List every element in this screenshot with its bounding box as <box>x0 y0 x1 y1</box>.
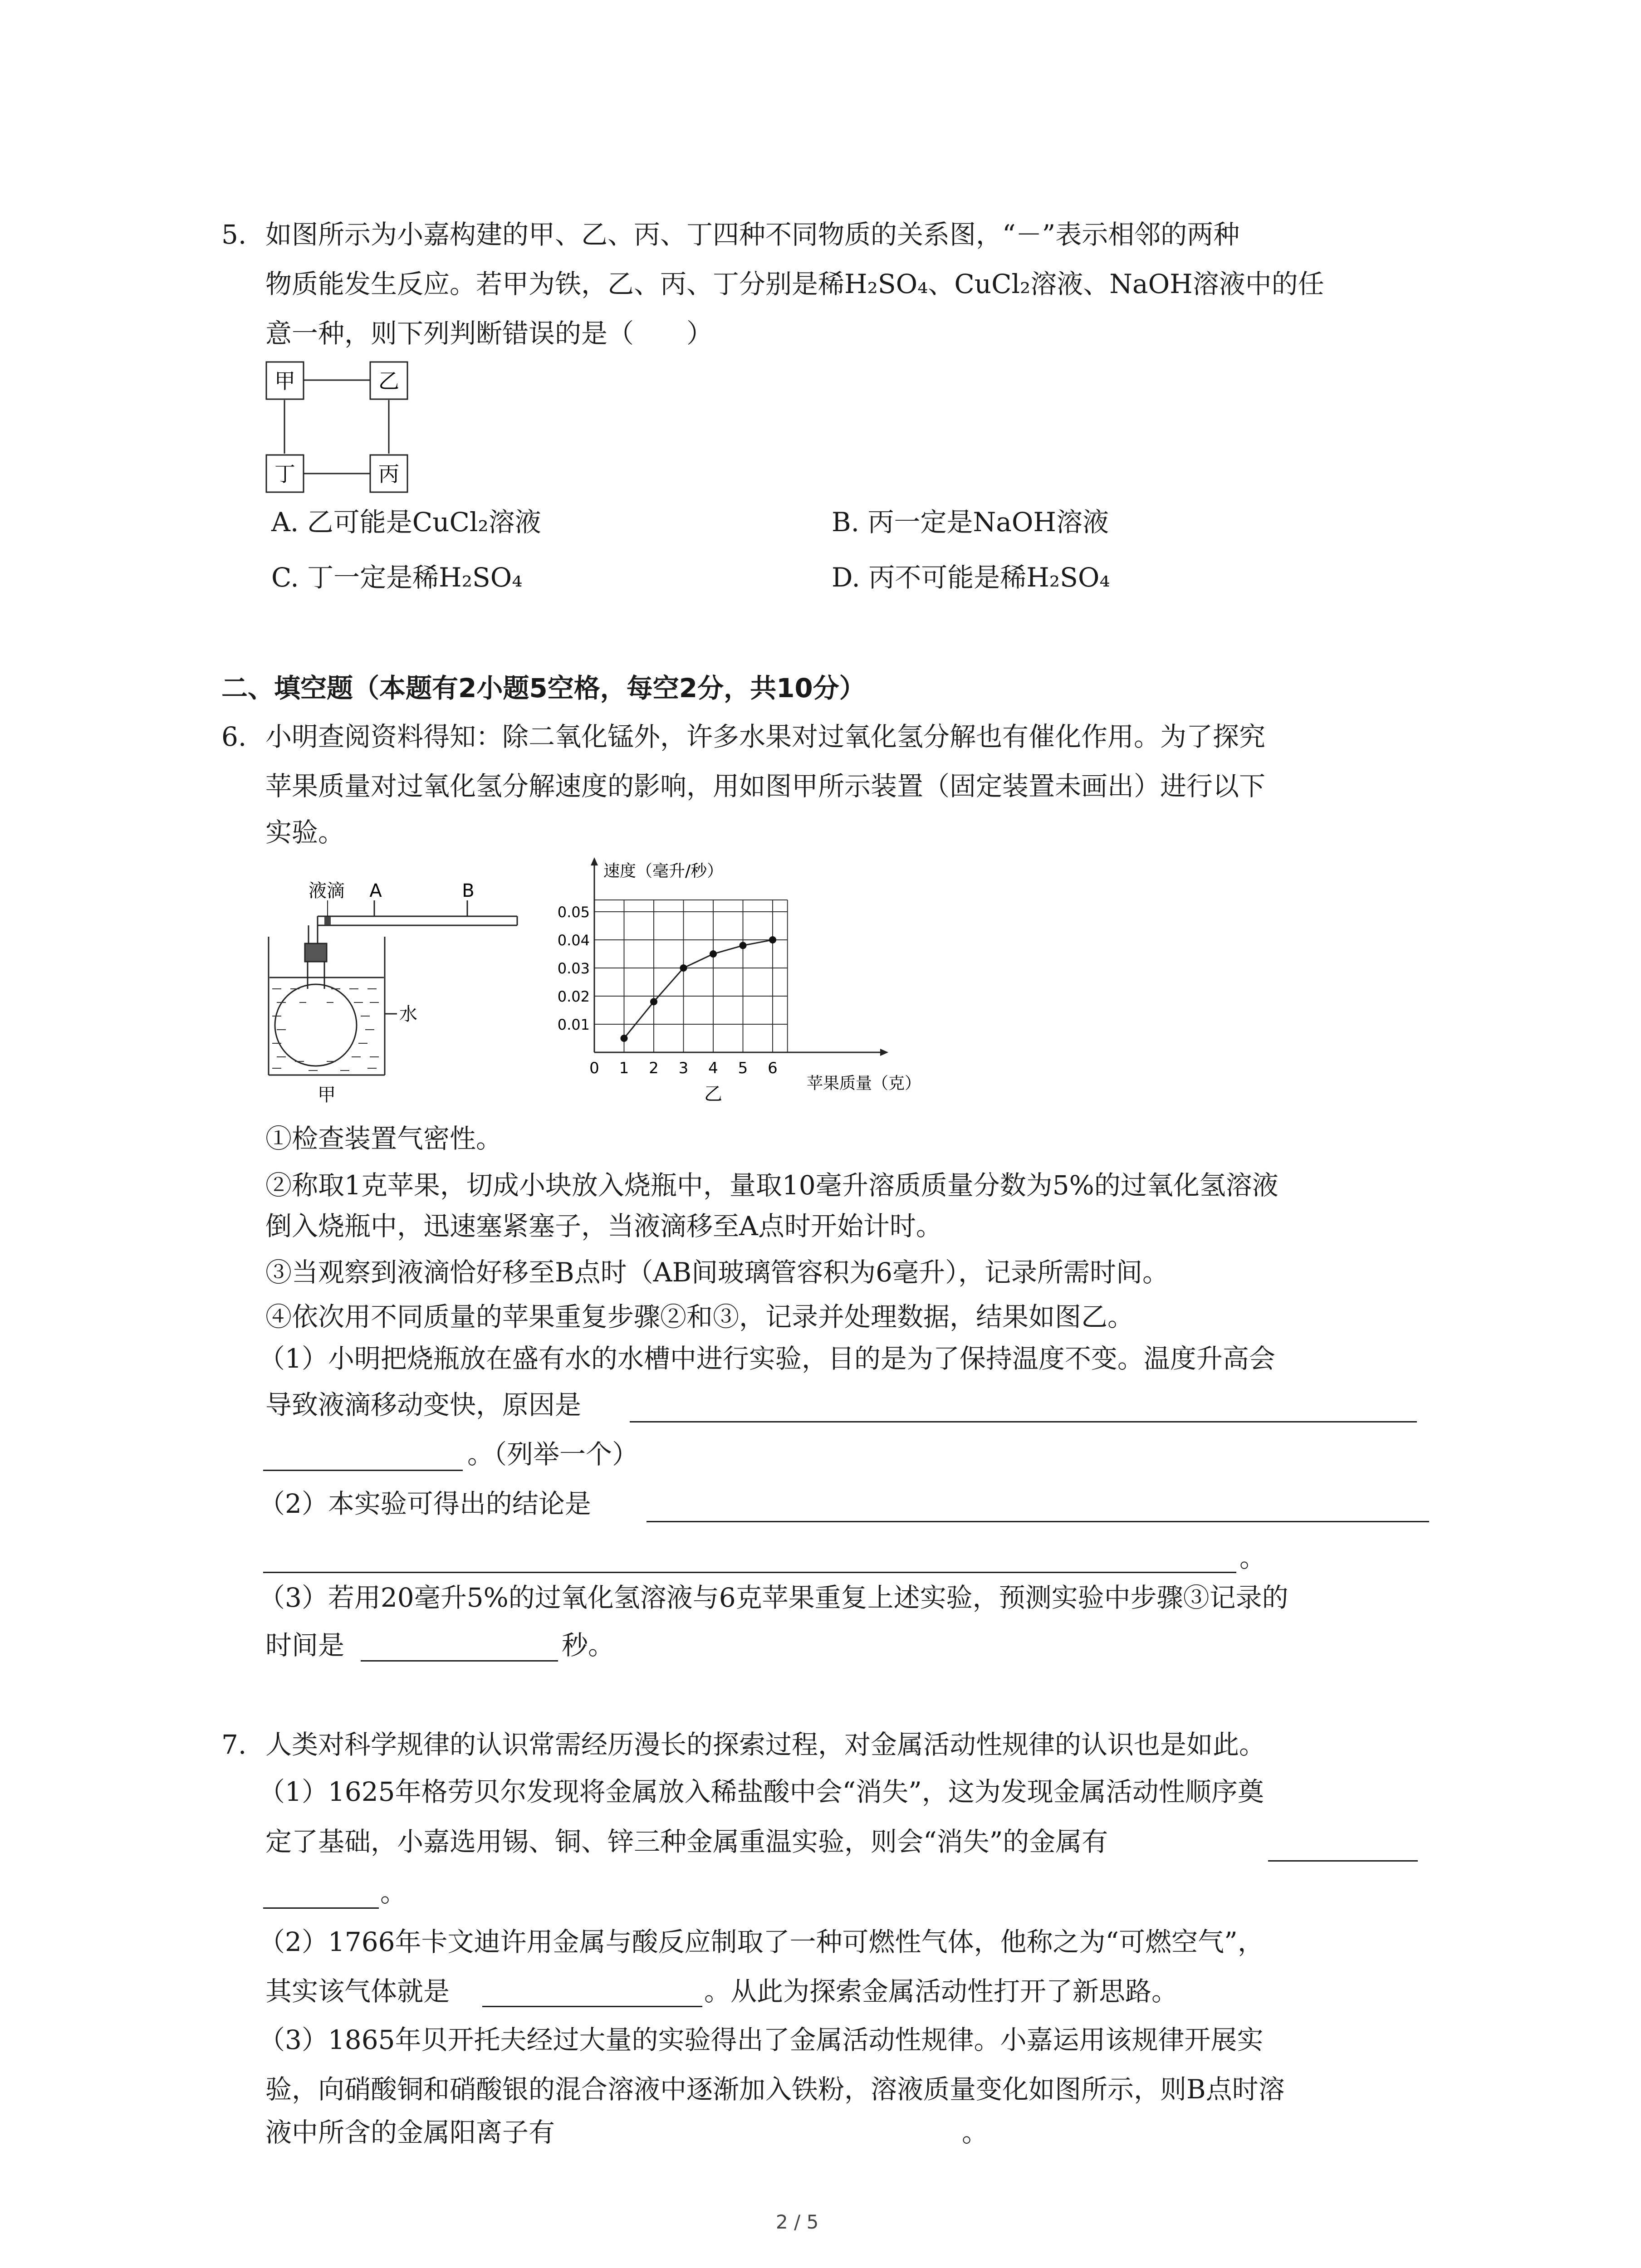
chart-xlabel: 苹果质量（克） <box>807 1074 921 1093</box>
data-point <box>769 936 776 943</box>
q7-sub2c: 。从此为探索金属活动性打开了新思路。 <box>704 1976 1178 2007</box>
q7-sub3a: （3）1865年贝开托夫经过大量的实验得出了金属活动性规律。小嘉运用该规律开展实 <box>259 2024 1264 2055</box>
q6-step4: ④依次用不同质量的苹果重复步骤②和③，记录并处理数据，结果如图乙。 <box>265 1301 1134 1332</box>
data-point <box>710 950 717 958</box>
q7-sub1a: （1）1625年格劳贝尔发现将金属放入稀盐酸中会“消失”，这为发现金属活动性顺序奠 <box>259 1776 1264 1807</box>
q6-step2a: ②称取1克苹果，切成小块放入烧瓶中，量取10毫升溶质质量分数为5%的过氧化氢溶液 <box>265 1170 1279 1201</box>
data-point <box>740 942 747 949</box>
x-axis-arrow <box>880 1049 888 1056</box>
q7-sub3d: 。 <box>962 2117 989 2148</box>
q6-sub3b: 时间是 <box>265 1630 345 1661</box>
q6-sub1a: （1）小明把烧瓶放在盛有水的水槽中进行实验，目的是为了保持温度不变。温度升高会 <box>259 1343 1275 1374</box>
chart-ylabel: 速度（毫升/秒） <box>603 862 724 880</box>
q7-sub1c: 。 <box>380 1877 407 1908</box>
q7-sub2b: 其实该气体就是 <box>265 1976 450 2007</box>
y-axis-arrow <box>591 857 598 865</box>
y-tick-label: 0.01 <box>558 1016 590 1033</box>
chart-origin: 0 <box>589 1059 599 1077</box>
relation-diagram <box>265 358 411 494</box>
chart-grid <box>594 900 788 1052</box>
q5-option-a: A. 乙可能是CuCl₂溶液 <box>271 507 541 538</box>
diagram-label-yi: 乙 <box>378 369 399 393</box>
q6-sub3a: （3）若用20毫升5%的过氧化氢溶液与6克苹果重复上述实验，预测实验中步骤③记录的 <box>259 1582 1288 1613</box>
diagram-label-jia: 甲 <box>274 369 295 393</box>
q5-line2: 物质能发生反应。若甲为铁，乙、丙、丁分别是稀H₂SO₄、CuCl₂溶液、NaOH溶液中的任 <box>265 269 1324 299</box>
q6-sub1b: 导致液滴移动变快，原因是 <box>265 1389 582 1420</box>
q6-sub3c: 秒。 <box>562 1630 615 1661</box>
section-heading: 二、填空题（本题有2小题5空格，每空2分，共10分） <box>221 673 866 704</box>
point-b-label: B <box>462 880 475 901</box>
answer-blank-1b[interactable] <box>263 1470 463 1471</box>
q6-number: 6. <box>221 721 247 752</box>
answer-blank-7-1b[interactable] <box>263 1907 379 1909</box>
q7-sub1b: 定了基础，小嘉选用锡、铜、锌三种金属重温实验，则会“消失”的金属有 <box>265 1826 1108 1857</box>
q6-sub2b: 。 <box>1239 1542 1266 1573</box>
q6-sub1c: 。（列举一个） <box>467 1439 639 1470</box>
point-a-label: A <box>369 880 382 901</box>
q6-step2b: 倒入烧瓶中，迅速塞紧塞子，当液滴移至A点时开始计时。 <box>265 1211 942 1242</box>
q5-line3: 意一种，则下列判断错误的是（ ） <box>265 318 713 349</box>
data-point <box>650 998 657 1005</box>
q5-option-d: D. 丙不可能是稀H₂SO₄ <box>832 562 1110 593</box>
q7-sub3c: 液中所含的金属阳离子有 <box>265 2117 555 2148</box>
chart-series-line <box>624 940 773 1038</box>
q7-sub3b: 验，向硝酸铜和硝酸银的混合溶液中逐渐加入铁粉，溶液质量变化如图所示，则B点时溶 <box>265 2074 1285 2105</box>
x-tick-label: 3 <box>678 1059 689 1077</box>
q5-option-c: C. 丁一定是稀H₂SO₄ <box>271 562 523 593</box>
q6-step1: ①检查装置气密性。 <box>265 1123 503 1154</box>
answer-blank-7-2[interactable] <box>482 2006 702 2007</box>
diagram-label-ding: 丁 <box>274 462 295 486</box>
y-tick-label: 0.04 <box>558 932 590 949</box>
q6-sub2a: （2）本实验可得出的结论是 <box>259 1488 591 1519</box>
q6-line3: 实验。 <box>265 817 345 848</box>
water-label: 水 <box>399 1004 417 1025</box>
speed-chart <box>558 853 966 1107</box>
x-tick-label: 5 <box>738 1059 748 1077</box>
q5-line1: 如图所示为小嘉构建的甲、乙、丙、丁四种不同物质的关系图，“－”表示相邻的两种 <box>265 219 1240 250</box>
q5-number: 5. <box>221 219 247 250</box>
drop-label: 液滴 <box>309 880 345 901</box>
answer-blank-2b[interactable] <box>263 1572 1236 1573</box>
q6-line2: 苹果质量对过氧化氢分解速度的影响，用如图甲所示装置（固定装置未画出）进行以下 <box>265 771 1266 802</box>
y-tick-label: 0.03 <box>558 960 590 977</box>
y-tick-label: 0.02 <box>558 988 590 1005</box>
answer-blank-2a[interactable] <box>647 1521 1429 1522</box>
data-point <box>621 1035 628 1042</box>
q7-sub2a: （2）1766年卡文迪许用金属与酸反应制取了一种可燃性气体，他称之为“可燃空气”， <box>259 1926 1264 1957</box>
q5-option-b: B. 丙一定是NaOH溶液 <box>832 507 1109 538</box>
data-point <box>680 964 687 972</box>
x-tick-label: 1 <box>619 1059 629 1077</box>
diagram-label-bing: 丙 <box>378 462 399 486</box>
q7-line1: 人类对科学规律的认识常需经历漫长的探索过程，对金属活动性规律的认识也是如此。 <box>265 1729 1266 1760</box>
answer-blank-3[interactable] <box>361 1660 558 1662</box>
x-tick-label: 6 <box>768 1059 778 1077</box>
x-tick-label: 2 <box>649 1059 659 1077</box>
q6-step3: ③当观察到液滴恰好移至B点时（AB间玻璃管容积为6毫升），记录所需时间。 <box>265 1257 1169 1288</box>
y-tick-label: 0.05 <box>558 904 590 921</box>
q6-line1: 小明查阅资料得知：除二氧化锰外，许多水果对过氧化氢分解也有催化作用。为了探究 <box>265 721 1266 752</box>
page-number: 2 / 5 <box>776 2211 819 2233</box>
apparatus-figure <box>263 869 535 1105</box>
answer-blank-7-1a[interactable] <box>1268 1860 1418 1862</box>
x-tick-label: 4 <box>708 1059 718 1077</box>
chart-caption: 乙 <box>704 1084 722 1105</box>
answer-blank-1a[interactable] <box>630 1421 1417 1422</box>
apparatus-caption: 甲 <box>318 1085 336 1105</box>
q7-number: 7. <box>221 1729 247 1760</box>
